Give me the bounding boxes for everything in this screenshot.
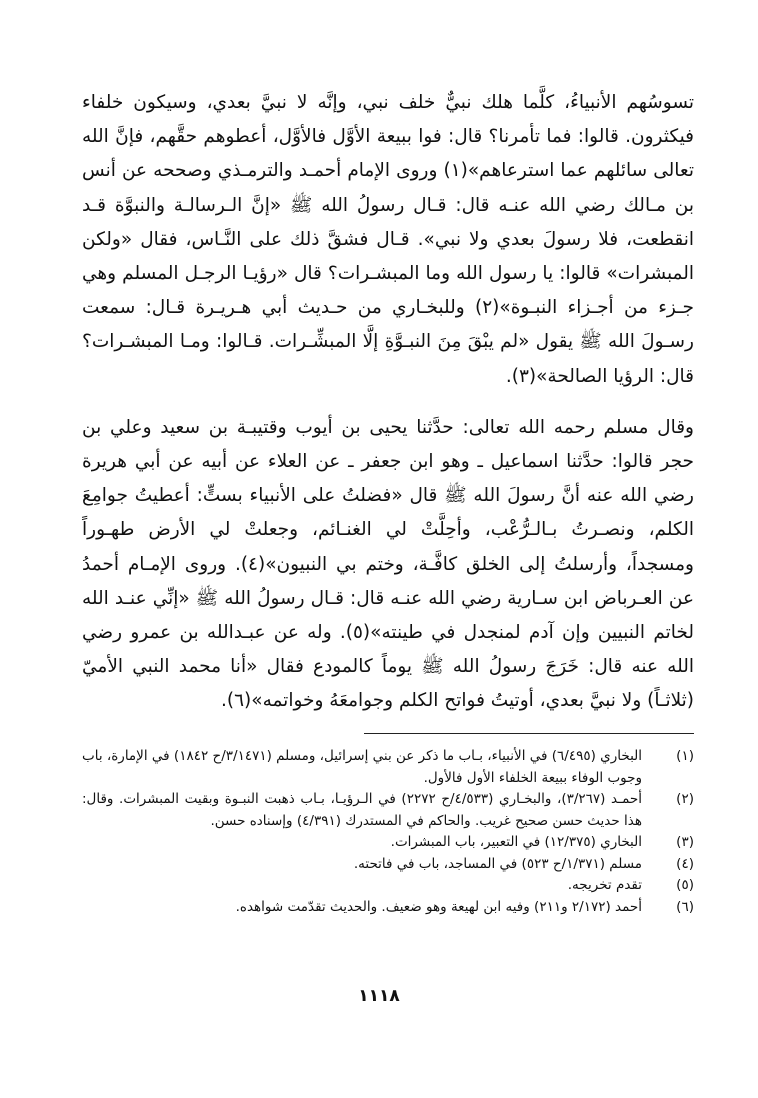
footnote-5 xyxy=(82,875,694,897)
footnote-6 xyxy=(82,897,694,919)
footnote-4 xyxy=(82,854,694,876)
paragraph-1: تسوسُهم الأنبياءُ، كلَّما هلك نبيٌّ خلف نبي، وإنَّه لا نبيَّ بعدي، وسيكون خلفاء فيكثرون. قالوا: فما تأمرنا؟ قال: فوا ببيعة الأوَّل فالأوَّل، أعطوهم حقَّهم، فإنَّ الله تعالى سائلهم عما استرعاهم»(١) وروى الإمام أحمـد والترمـذي وصححه عن أنس بن مـالك رضي الله عنـه قال: قـال رسولُ الله ﷺ «إنَّ الـرسالـة والنبوَّة قـد انقطعت، فلا رسولَ بعدي ولا نبي». قـال فشقَّ ذلك على النَّـاس، فقال «ولكن المبشرات» قالوا: يا رسول الله وما المبشـرات؟ قال «رؤيـا الرجـل المسلم وهي جـزء من أجـزاء النبـوة»(٢) وللبخـاري من حـديث أبي هـريـرة قـال: سمعت رسـولَ الله ﷺ يقول «لم يبْقَ مِنَ النبـوَّةِ إلَّا المبشِّـرات. قـالوا: ومـا المبشـرات؟ قال: الرؤيا الصالحة»(٣). xyxy=(82,92,694,387)
footnote-text: أحمـد (٣/٢٦٧)، والبخـاري (٤/٥٣٣/ح ٢٢٧٢) في الـرؤيـا، بـاب ذهبت النبـوة وبقيت المبشرات. وقال: هذا حديث حسن صحيح غريب. والحاكم في المستدرك (٤/٣٩١) وإسناده حسن. xyxy=(82,791,642,829)
footnote-number: (١) xyxy=(676,748,694,764)
footnote-3 xyxy=(82,832,694,854)
footnote-number: (٦) xyxy=(676,898,694,915)
main-text xyxy=(82,86,694,719)
footnote-text: تقدم تخريجه. xyxy=(567,877,642,893)
footnote-number: (٥) xyxy=(676,877,694,893)
footnote-number: (٣) xyxy=(676,834,694,850)
footnote-2 xyxy=(82,789,694,832)
footnote-text: البخاري (١٢/٣٧٥) في التعبير، باب المبشرات. xyxy=(390,834,642,850)
footnote-number: (٢) xyxy=(676,791,694,807)
footnotes xyxy=(82,746,694,918)
footnote-number: (٤) xyxy=(676,855,694,872)
footnote-text: مسلم (١/٣٧١/ح ٥٢٣) في المساجد، باب في فاتحته. xyxy=(353,855,642,872)
footnote-text: البخاري (٦/٤٩٥) في الأنبياء، بـاب ما ذكر عن بني إسرائيل، ومسلم (٣/١٤٧١/ح ١٨٤٢) في الإمارة، باب وجوب الوفاء ببيعة الخلفاء الأول فالأول. xyxy=(82,748,643,786)
paragraph-2: وقال مسلم رحمه الله تعالى: حدَّثنا يحيى بن أيوب وقتيبـة بن سعيد وعلي بن حجر قالوا: حدَّثنا اسماعيل ـ وهو ابن جعفر ـ عن العلاء عن أبيه عن أبي هريرة رضي الله عنه أنَّ رسولَ الله ﷺ قال «فضلتُ على الأنبياء بستٍّ: أعطيتُ جوامِعَ الكلم، ونصـرتُ بـالـرُّعْب، وأحِلَّتْ لي الغنـائم، وجعلتْ لي الأرض طهـوراً ومسجداً، وأرسلتُ إلى الخلق كافَّـة، وختم بي النبيون»(٤). وروى الإمـام أحمدُ عن العـرباض ابن سـارية رضي الله عنـه قال: قـال رسولُ الله ﷺ «إنِّي عنـد الله لخاتم النبيين وإن آدم لمنجدل في طينته»(٥). وله عن عبـدالله بن عمرو رضي الله عنه قال: خَرَجَ رسولُ الله ﷺ يوماً كالمودع فقال «أنا محمد النبي الأميّ (ثلاثـاً) ولا نبيَّ بعدي، أوتيتُ فواتح الكلم وجوامعَهُ وخواتمه»(٦). xyxy=(82,416,695,712)
footnote-1 xyxy=(82,746,694,789)
footnote-text: أحمد (٢/١٧٢ و٢١١) وفيه ابن لهيعة وهو ضعيف. والحديث تقدّمت شواهده. xyxy=(235,898,642,915)
page-number: ١١١٨ xyxy=(358,986,400,1006)
footnote-separator xyxy=(364,733,694,734)
